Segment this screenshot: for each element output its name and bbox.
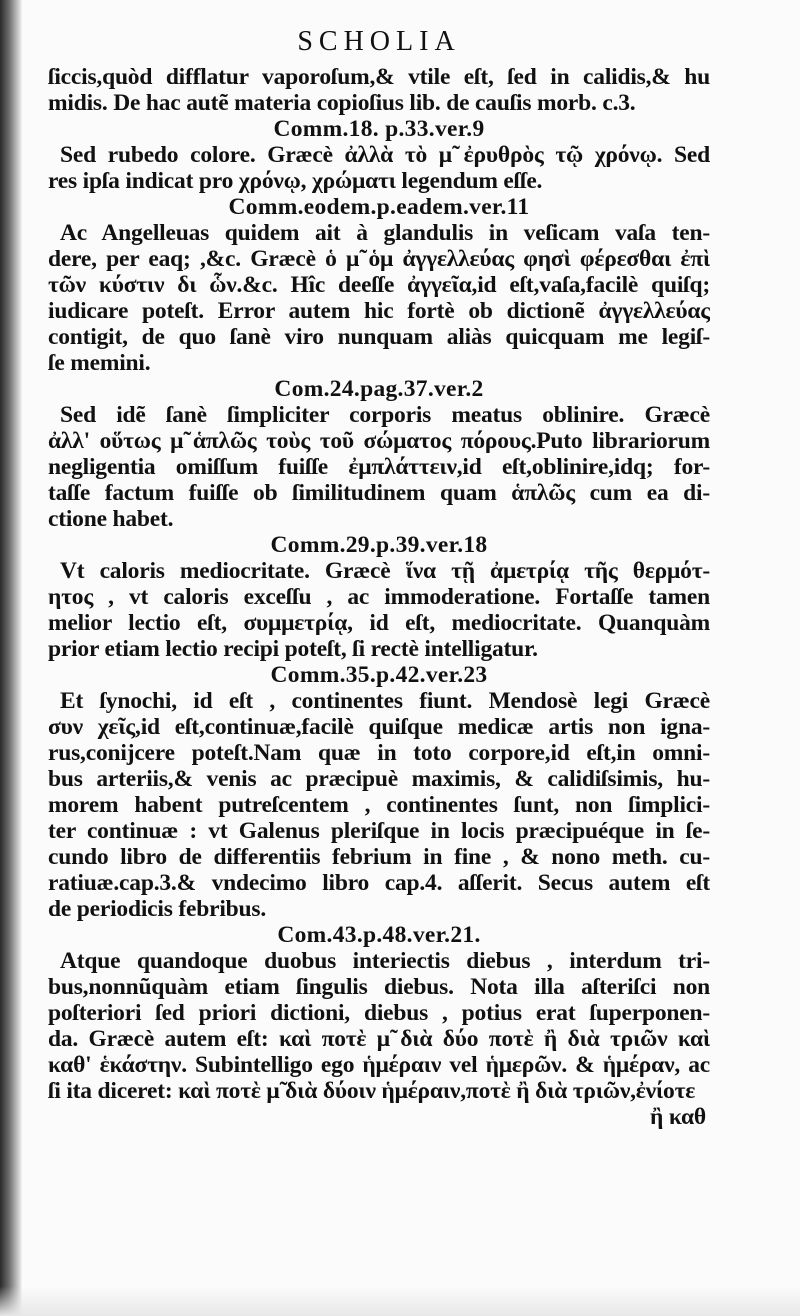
text-line: ſiccis,quòd difflatur vaporoſum,& vtile eſt, ſed in calidis,& hu	[48, 64, 710, 90]
text-line: morem habent putreſcentem , continentes ſunt, non ſimplici-	[48, 792, 710, 818]
commentary-section	[48, 922, 710, 1104]
text-line: Sed idẽ ſanè ſimpliciter corporis meatus oblinire. Græcè	[60, 402, 710, 428]
commentary-section	[48, 116, 710, 194]
text-line: τῶν κύστιν δι ὧν.&c. Hîc deeſſe ἀγγεῖα,id eſt,vaſa,facilè quiſq;	[48, 272, 710, 298]
text-line: ter continuæ : vt Galenus pleriſque in locis præcipuéque in ſe-	[48, 818, 710, 844]
text-line: ratiuæ.cap.3.& vndecimo libro cap.4. aſſerit. Secus autem eſt	[48, 870, 710, 896]
text-line: de periodicis febribus.	[48, 896, 267, 922]
text-line: Vt caloris mediocritate. Græcè ἵνα τῇ ἀμετρίᾳ τῆς θερμότ-	[60, 558, 710, 584]
text-line: iudicare poteſt. Error autem hic fortè ob dictionẽ ἀγγελλεύας	[48, 298, 710, 324]
text-line: Atque quandoque duobus interiectis diebus , interdum tri-	[60, 948, 710, 974]
text-line: ſi ita diceret: καὶ ποτὲ μ̃ διὰ δύοιν ἡμέραιν,ποτὲ ἢ διὰ τριῶν,ἐνίοτε	[48, 1078, 696, 1104]
text-line: contigit, de quo ſanè viro nunquam aliàs quicquam me legiſ-	[48, 324, 710, 350]
commentary-sections	[48, 64, 710, 1104]
catchword-text: ἢ καθ	[650, 1104, 706, 1130]
commentary-section	[48, 64, 710, 116]
text-line: dere, per eaq; ,&c. Græcè ὁ μ̃ ὁμ ἀγγελλεύας φησὶ φέρεσθαι ἐπὶ	[48, 246, 710, 272]
text-line: Sed rubedo colore. Græcè ἀλλὰ τὸ μ̃ ἐρυθρὸς τῷ χρόνῳ. Sed	[60, 142, 710, 168]
commentary-reference-heading: Comm.35.p.42.ver.23	[270, 662, 488, 688]
text-line: cundo libro de differentiis febrium in fine , & nono meth. cu-	[48, 844, 710, 870]
text-line: res ipſa indicat pro χρόνῳ, χρώματι legendum eſſe.	[48, 168, 543, 194]
text-line: melior lectio eſt, συμμετρίᾳ, id eſt, mediocritate. Quanquàm	[48, 610, 710, 636]
text-line: rus,conijcere poteſt.Nam quæ in toto corpore,id eſt,in omni-	[48, 740, 710, 766]
text-line: ητος , vt caloris exceſſu , ac immoderatione. Fortaſſe tamen	[48, 584, 710, 610]
catchword	[48, 1104, 710, 1130]
text-line: negligentia omiſſum fuiſſe ἐμπλάττειν,id eſt,oblinire,idq; for-	[48, 454, 710, 480]
text-block	[48, 22, 710, 1130]
text-line: συν χεῖς,id eſt,continuæ,facilè quiſque medicæ artis non igna-	[48, 714, 710, 740]
text-line: prior etiam lectio recipi poteſt, ſi rectè intelligatur.	[48, 636, 538, 662]
commentary-section	[48, 376, 710, 532]
commentary-reference-heading: Comm.29.p.39.ver.18	[270, 532, 488, 558]
commentary-section	[48, 194, 710, 376]
commentary-reference-heading: Com.43.p.48.ver.21.	[277, 922, 481, 948]
page-bottom-shadow	[0, 1286, 800, 1316]
text-line: καθ' ἑκάστην. Subintelligo ego ἡμέραιν vel ἡμερῶν. & ἡμέραν, ac	[48, 1052, 710, 1078]
page-gutter-shadow	[0, 0, 22, 1316]
text-line: ctione habet.	[48, 506, 174, 532]
text-line: Et ſynochi, id eſt , continentes fiunt. Mendosè legi Græcè	[60, 688, 710, 714]
commentary-section	[48, 662, 710, 922]
running-head: SCHOLIA	[297, 26, 461, 57]
text-line: ἀλλ' οὕτως μ̃ ἁπλῶς τοὺς τοῦ σώματος πόρους.Puto librariorum	[48, 428, 710, 454]
text-line: midis. De hac autẽ materia copioſius lib. de cauſis morb. c.3.	[48, 90, 636, 116]
text-line: ſe memini.	[48, 350, 151, 376]
commentary-reference-heading: Comm.18. p.33.ver.9	[273, 116, 485, 142]
text-line: taſſe factum fuiſſe ob ſimilitudinem quam ἁπλῶς cum ea di-	[48, 480, 710, 506]
text-line: bus arteriis,& venis ac præcipuè maximis, & calidiſsimis, hu-	[48, 766, 710, 792]
text-line: poſteriori ſed priori dictioni, diebus , potius erat ſuperponen-	[48, 1000, 710, 1026]
text-line: Ac Angelleuas quidem ait à glandulis in veſicam vaſa ten-	[60, 220, 710, 246]
text-line: da. Græcè autem eſt: καὶ ποτὲ μ̃ διὰ δύο ποτὲ ἢ διὰ τριῶν καὶ	[48, 1026, 710, 1052]
commentary-reference-heading: Comm.eodem.p.eadem.ver.11	[228, 194, 530, 220]
commentary-section	[48, 532, 710, 662]
commentary-reference-heading: Com.24.pag.37.ver.2	[274, 376, 484, 402]
text-line: bus,nonnũquàm etiam ſingulis diebus. Nota illa aſteriſci non	[48, 974, 710, 1000]
